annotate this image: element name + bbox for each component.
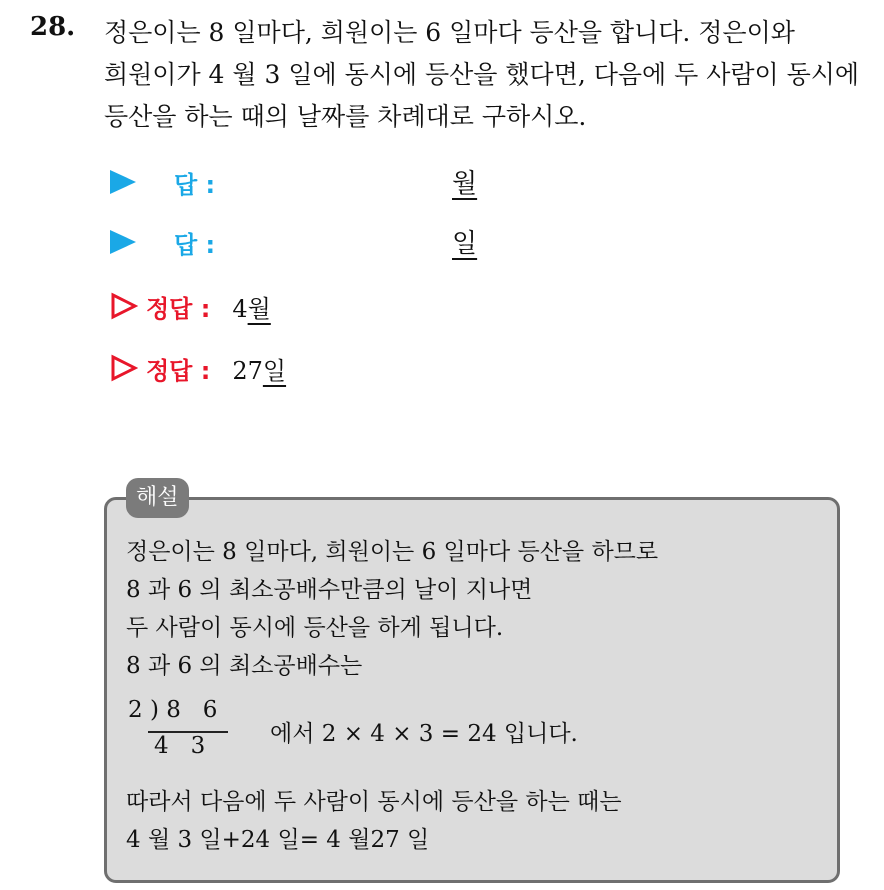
- play-triangle-icon: [110, 170, 136, 194]
- question-line: 정은이는 8 일마다, 희원이는 6 일마다 등산을 합니다. 정은이와: [104, 18, 795, 47]
- explanation-line: 8 과 6 의 최소공배수는: [126, 653, 363, 679]
- answer-label: 답 :: [174, 230, 216, 259]
- explanation-line: 정은이는 8 일마다, 희원이는 6 일마다 등산을 하므로: [126, 539, 659, 565]
- correct-label: 정답 :: [146, 356, 211, 385]
- explanation-line: 4 월 3 일+24 일= 4 월27 일: [126, 827, 430, 853]
- answer-blank-day[interactable]: 일: [452, 229, 478, 259]
- question-line: 희원이가 4 월 3 일에 동시에 등산을 했다면, 다음에 두 사람이 동시에: [104, 60, 860, 89]
- correct-label: 정답 :: [146, 294, 211, 323]
- answer-row-day: [110, 222, 215, 262]
- answer-row-month: [110, 162, 215, 202]
- play-triangle-icon: [110, 230, 136, 254]
- answer-blank-month[interactable]: 월: [452, 169, 478, 199]
- correct-value: 4월: [232, 294, 271, 323]
- explanation-line: 따라서 다음에 두 사람이 동시에 등산을 하는 때는: [126, 789, 622, 815]
- short-division: [126, 697, 246, 767]
- division-result: 에서 2 × 4 × 3 = 24 입니다.: [270, 721, 578, 747]
- explanation-line: 8 과 6 의 최소공배수만큼의 날이 지나면: [126, 577, 533, 603]
- explanation-line: 두 사람이 동시에 등산을 하게 됩니다.: [126, 615, 504, 641]
- answer-label: 답 :: [174, 170, 216, 199]
- correct-value: 27일: [232, 356, 287, 385]
- correct-row-day: [110, 348, 286, 388]
- outline-triangle-icon: [110, 354, 138, 382]
- question-line: 등산을 하는 때의 날짜를 차례대로 구하시오.: [104, 102, 587, 131]
- question-number: 28.: [30, 12, 76, 42]
- division-top: 2 ) 8 6: [128, 697, 218, 723]
- question-text: [104, 12, 874, 138]
- correct-row-month: [110, 286, 271, 326]
- outline-triangle-icon: [110, 292, 138, 320]
- division-bottom: 4 3: [154, 733, 206, 759]
- explanation-tag: 해설: [126, 478, 189, 518]
